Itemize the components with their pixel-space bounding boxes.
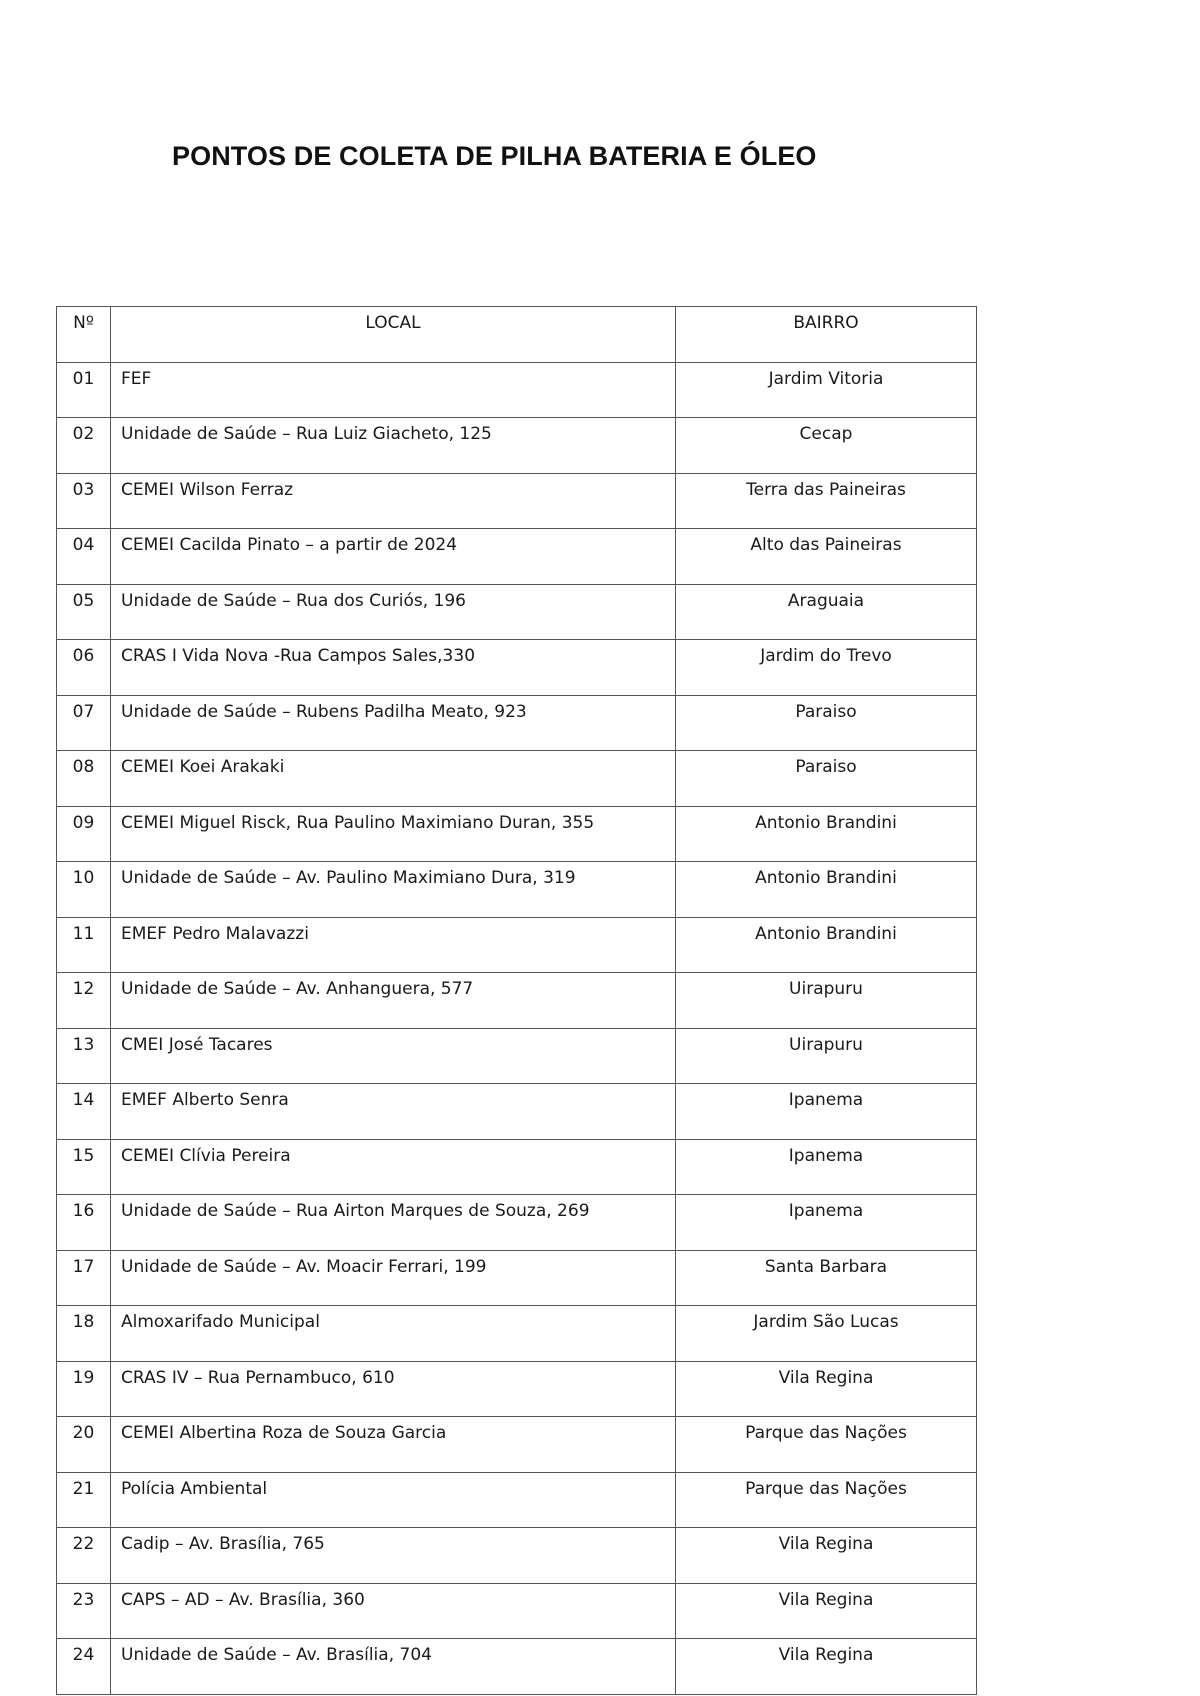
table-row — [57, 473, 977, 529]
row-bairro: Ipanema — [676, 1195, 977, 1251]
row-num: 11 — [57, 917, 111, 973]
row-bairro: Vila Regina — [676, 1528, 977, 1584]
row-bairro: Uirapuru — [676, 973, 977, 1029]
table-row — [57, 1528, 977, 1584]
table-row — [57, 1306, 977, 1362]
row-local: FEF — [111, 362, 676, 418]
row-num: 01 — [57, 362, 111, 418]
row-num: 09 — [57, 806, 111, 862]
row-num: 18 — [57, 1306, 111, 1362]
table-row — [57, 418, 977, 474]
header-bairro: BAIRRO — [676, 307, 977, 363]
page-title: PONTOS DE COLETA DE PILHA BATERIA E ÓLEO — [172, 141, 817, 171]
row-bairro: Paraiso — [676, 751, 977, 807]
row-bairro: Uirapuru — [676, 1028, 977, 1084]
row-local: Unidade de Saúde – Rubens Padilha Meato, 923 — [111, 695, 676, 751]
table-row — [57, 1417, 977, 1473]
row-bairro: Antonio Brandini — [676, 862, 977, 918]
row-bairro: Paraiso — [676, 695, 977, 751]
row-num: 20 — [57, 1417, 111, 1473]
table-row — [57, 695, 977, 751]
table-row — [57, 1639, 977, 1695]
table-row — [57, 1250, 977, 1306]
row-num: 17 — [57, 1250, 111, 1306]
row-num: 15 — [57, 1139, 111, 1195]
row-bairro: Jardim do Trevo — [676, 640, 977, 696]
row-local: CAPS – AD – Av. Brasília, 360 — [111, 1583, 676, 1639]
row-local: EMEF Pedro Malavazzi — [111, 917, 676, 973]
row-num: 22 — [57, 1528, 111, 1584]
collection-points-table — [56, 306, 977, 1695]
row-local: Cadip – Av. Brasília, 765 — [111, 1528, 676, 1584]
row-bairro: Cecap — [676, 418, 977, 474]
row-num: 03 — [57, 473, 111, 529]
table-row — [57, 362, 977, 418]
row-num: 16 — [57, 1195, 111, 1251]
row-local: Unidade de Saúde – Av. Anhanguera, 577 — [111, 973, 676, 1029]
row-bairro: Vila Regina — [676, 1639, 977, 1695]
row-local: CRAS I Vida Nova -Rua Campos Sales,330 — [111, 640, 676, 696]
table-row — [57, 529, 977, 585]
row-num: 08 — [57, 751, 111, 807]
header-num: Nº — [57, 307, 111, 363]
row-num: 23 — [57, 1583, 111, 1639]
row-bairro: Antonio Brandini — [676, 917, 977, 973]
row-num: 02 — [57, 418, 111, 474]
row-local: Polícia Ambiental — [111, 1472, 676, 1528]
table-row — [57, 1028, 977, 1084]
table-row — [57, 751, 977, 807]
row-num: 13 — [57, 1028, 111, 1084]
table-row — [57, 640, 977, 696]
row-bairro: Vila Regina — [676, 1583, 977, 1639]
row-local: CEMEI Albertina Roza de Souza Garcia — [111, 1417, 676, 1473]
row-local: CEMEI Clívia Pereira — [111, 1139, 676, 1195]
table-row — [57, 917, 977, 973]
row-bairro: Alto das Paineiras — [676, 529, 977, 585]
row-num: 24 — [57, 1639, 111, 1695]
row-num: 12 — [57, 973, 111, 1029]
row-bairro: Ipanema — [676, 1084, 977, 1140]
table-row — [57, 806, 977, 862]
row-num: 05 — [57, 584, 111, 640]
header-local: LOCAL — [111, 307, 676, 363]
table-row — [57, 1195, 977, 1251]
table-row — [57, 1139, 977, 1195]
row-local: Unidade de Saúde – Rua dos Curiós, 196 — [111, 584, 676, 640]
table-row — [57, 1084, 977, 1140]
row-local: Unidade de Saúde – Rua Airton Marques de Souza, 269 — [111, 1195, 676, 1251]
row-local: Unidade de Saúde – Av. Paulino Maximiano Dura, 319 — [111, 862, 676, 918]
table-row — [57, 1472, 977, 1528]
table-row — [57, 862, 977, 918]
row-local: Unidade de Saúde – Av. Moacir Ferrari, 199 — [111, 1250, 676, 1306]
row-bairro: Parque das Nações — [676, 1417, 977, 1473]
row-local: CEMEI Cacilda Pinato – a partir de 2024 — [111, 529, 676, 585]
row-num: 06 — [57, 640, 111, 696]
row-local: Almoxarifado Municipal — [111, 1306, 676, 1362]
row-local: Unidade de Saúde – Rua Luiz Giacheto, 125 — [111, 418, 676, 474]
row-bairro: Terra das Paineiras — [676, 473, 977, 529]
row-num: 19 — [57, 1361, 111, 1417]
table-row — [57, 584, 977, 640]
row-bairro: Araguaia — [676, 584, 977, 640]
row-num: 04 — [57, 529, 111, 585]
table-row — [57, 973, 977, 1029]
row-local: CEMEI Koei Arakaki — [111, 751, 676, 807]
row-local: CRAS IV – Rua Pernambuco, 610 — [111, 1361, 676, 1417]
row-num: 21 — [57, 1472, 111, 1528]
table-row — [57, 1361, 977, 1417]
row-bairro: Jardim São Lucas — [676, 1306, 977, 1362]
row-local: CEMEI Wilson Ferraz — [111, 473, 676, 529]
row-local: Unidade de Saúde – Av. Brasília, 704 — [111, 1639, 676, 1695]
table-header-row — [57, 307, 977, 363]
table-row — [57, 1583, 977, 1639]
row-local: EMEF Alberto Senra — [111, 1084, 676, 1140]
row-num: 07 — [57, 695, 111, 751]
row-bairro: Antonio Brandini — [676, 806, 977, 862]
row-bairro: Santa Barbara — [676, 1250, 977, 1306]
row-bairro: Ipanema — [676, 1139, 977, 1195]
row-bairro: Jardim Vitoria — [676, 362, 977, 418]
row-bairro: Vila Regina — [676, 1361, 977, 1417]
row-num: 10 — [57, 862, 111, 918]
row-local: CMEI José Tacares — [111, 1028, 676, 1084]
row-num: 14 — [57, 1084, 111, 1140]
row-local: CEMEI Miguel Risck, Rua Paulino Maximiano Duran, 355 — [111, 806, 676, 862]
row-bairro: Parque das Nações — [676, 1472, 977, 1528]
